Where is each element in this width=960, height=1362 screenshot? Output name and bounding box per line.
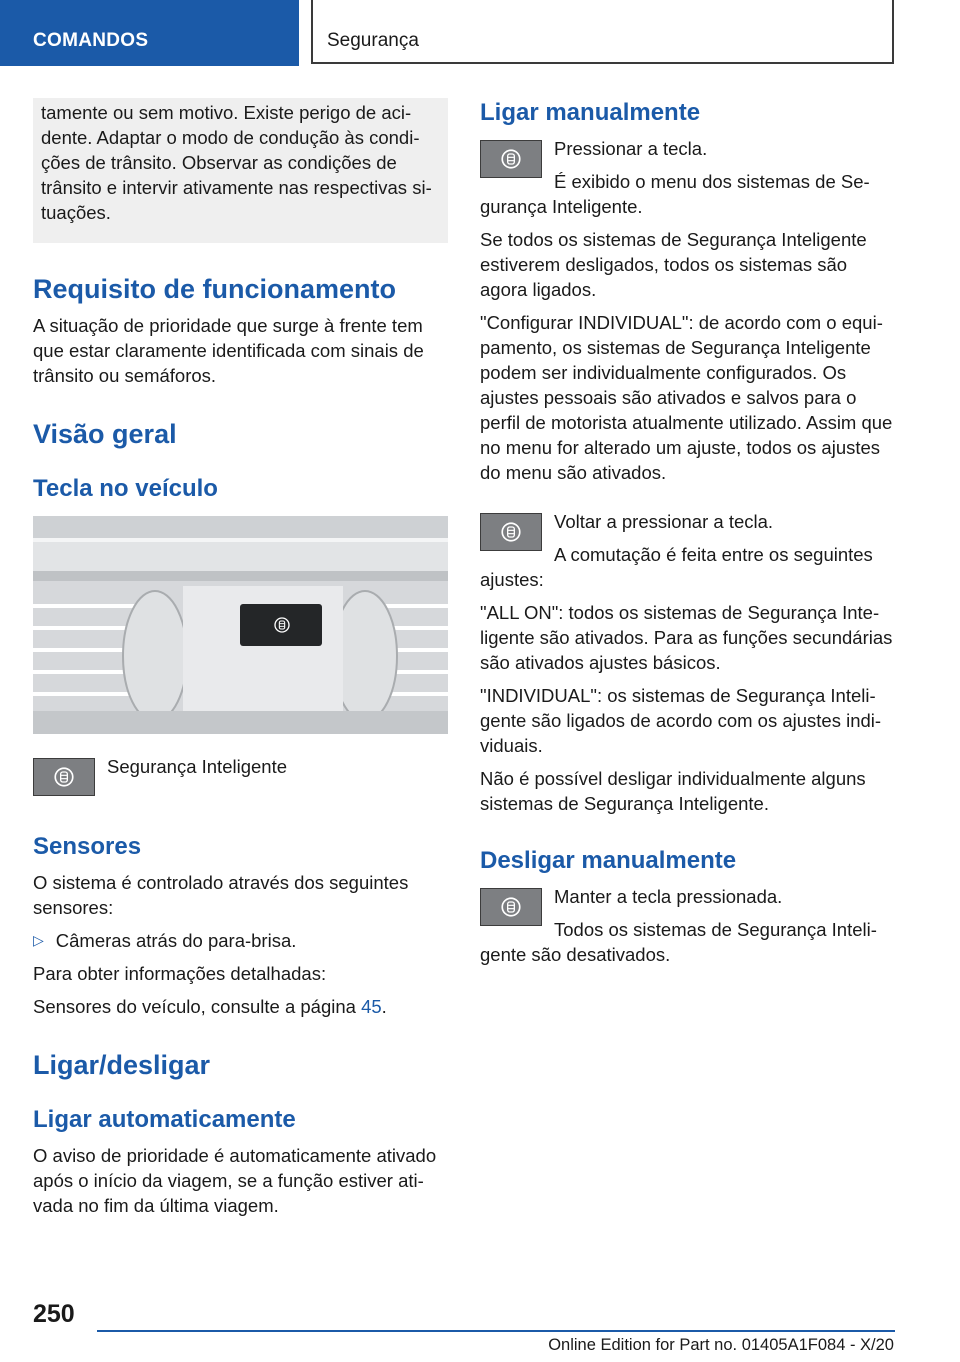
auto-on-text: O aviso de prioridade é automaticamente ativado após o início da viagem, se a função estiver ativada no fim da última viagem. <box>33 1145 437 1216</box>
hold-key-row <box>480 884 896 975</box>
sensors-reference-text: Sensores do veículo, consulte a página <box>33 996 362 1017</box>
menu-text: É exibido o menu dos sistemas de Segurança Inteligente. <box>480 171 870 217</box>
details-text: Para obter informações detalhadas: <box>33 963 327 984</box>
press-again-text: Voltar a pressionar a tecla. <box>554 511 774 532</box>
vehicle-button-photo <box>33 516 448 734</box>
configure-text: "Configurar INDIVIDUAL": de acordo com o equipamento, os sistemas de Segurança Inteligente podem ser individualmente configurados. Os ajustes pessoais são ativados e salvos para o perfil de motorista atualmente utilizado. Assim que no menu for alterado um ajuste, todos os ajustes do menu são ativados. <box>480 312 893 483</box>
section-tab <box>0 0 299 66</box>
hold-text: Manter a tecla pressionada. <box>554 886 783 907</box>
right-column <box>480 98 896 975</box>
auto-on-heading: Ligar automaticamente <box>33 1106 296 1133</box>
warning-text: tamente ou sem motivo. Existe perigo de acidente. Adaptar o modo de condução às condições de trânsito. Observar as condições de trânsito e intervir ativamente nas respectivas situações. <box>41 102 432 223</box>
section-title: COMANDOS <box>33 30 149 51</box>
page-number: 250 <box>33 1300 75 1328</box>
all-off-text: Se todos os sistemas de Segurança Inteligente estiverem desligados, todos os sistemas são agora ligados. <box>480 229 867 300</box>
onoff-heading: Ligar/desligar <box>33 1050 211 1080</box>
footer-rule <box>97 1330 895 1332</box>
key-heading: Tecla no veículo <box>33 475 218 502</box>
sensors-reference-end: . <box>381 996 387 1017</box>
intelligent-safety-icon <box>480 140 542 178</box>
switch-text: A comutação é feita entre os seguintes ajustes: <box>480 544 873 590</box>
edition-text: Online Edition for Part no. 01405A1F084 - X/20 <box>548 1336 894 1354</box>
sensors-heading: Sensores <box>33 833 142 860</box>
bullet-triangle-icon: ▷ <box>33 932 44 948</box>
key-caption: Segurança Inteligente <box>107 756 287 777</box>
requirement-text: A situação de prioridade que surge à frente tem que estar claramente identificada com sinais de trânsito ou semáforos. <box>33 315 424 386</box>
requirement-heading: Requisito de funcionamento <box>33 274 397 304</box>
press-text: Pressionar a tecla. <box>554 138 708 159</box>
sensors-bullet-text: Câmeras atrás do para-brisa. <box>55 930 297 951</box>
individual-text: "INDIVIDUAL": os sistemas de Segurança Inteligente são ligados de acordo com os ajustes individuais. <box>480 685 882 756</box>
chapter-tab <box>311 0 894 64</box>
press-key-row <box>480 136 896 227</box>
sensors-reference <box>33 994 448 1019</box>
manual-off-heading: Desligar manualmente <box>480 847 737 874</box>
warning-box <box>33 98 448 243</box>
not-possible-text: Não é possível desligar individualmente alguns sistemas de Segurança Inteligente. <box>480 768 866 814</box>
intelligent-safety-icon <box>33 758 95 796</box>
sensors-text: O sistema é controlado através dos seguintes sensores: <box>33 872 409 918</box>
left-column <box>33 98 448 1226</box>
intelligent-safety-icon <box>480 888 542 926</box>
press-again-row <box>480 509 896 600</box>
overview-heading: Visão geral <box>33 419 177 449</box>
page-45-link[interactable]: 45 <box>361 996 382 1017</box>
deactivated-text: Todos os sistemas de Segurança Inteligente são desativados. <box>480 919 877 965</box>
manual-on-heading: Ligar manualmente <box>480 99 701 126</box>
key-caption-row <box>33 754 448 816</box>
chapter-title: Segurança <box>327 30 419 51</box>
sensors-bullet-item <box>33 928 448 953</box>
all-on-text: "ALL ON": todos os sistemas de Segurança Inteligente são ativados. Para as funções secundárias são ativados ajustes básicos. <box>480 602 893 673</box>
intelligent-safety-icon <box>480 513 542 551</box>
